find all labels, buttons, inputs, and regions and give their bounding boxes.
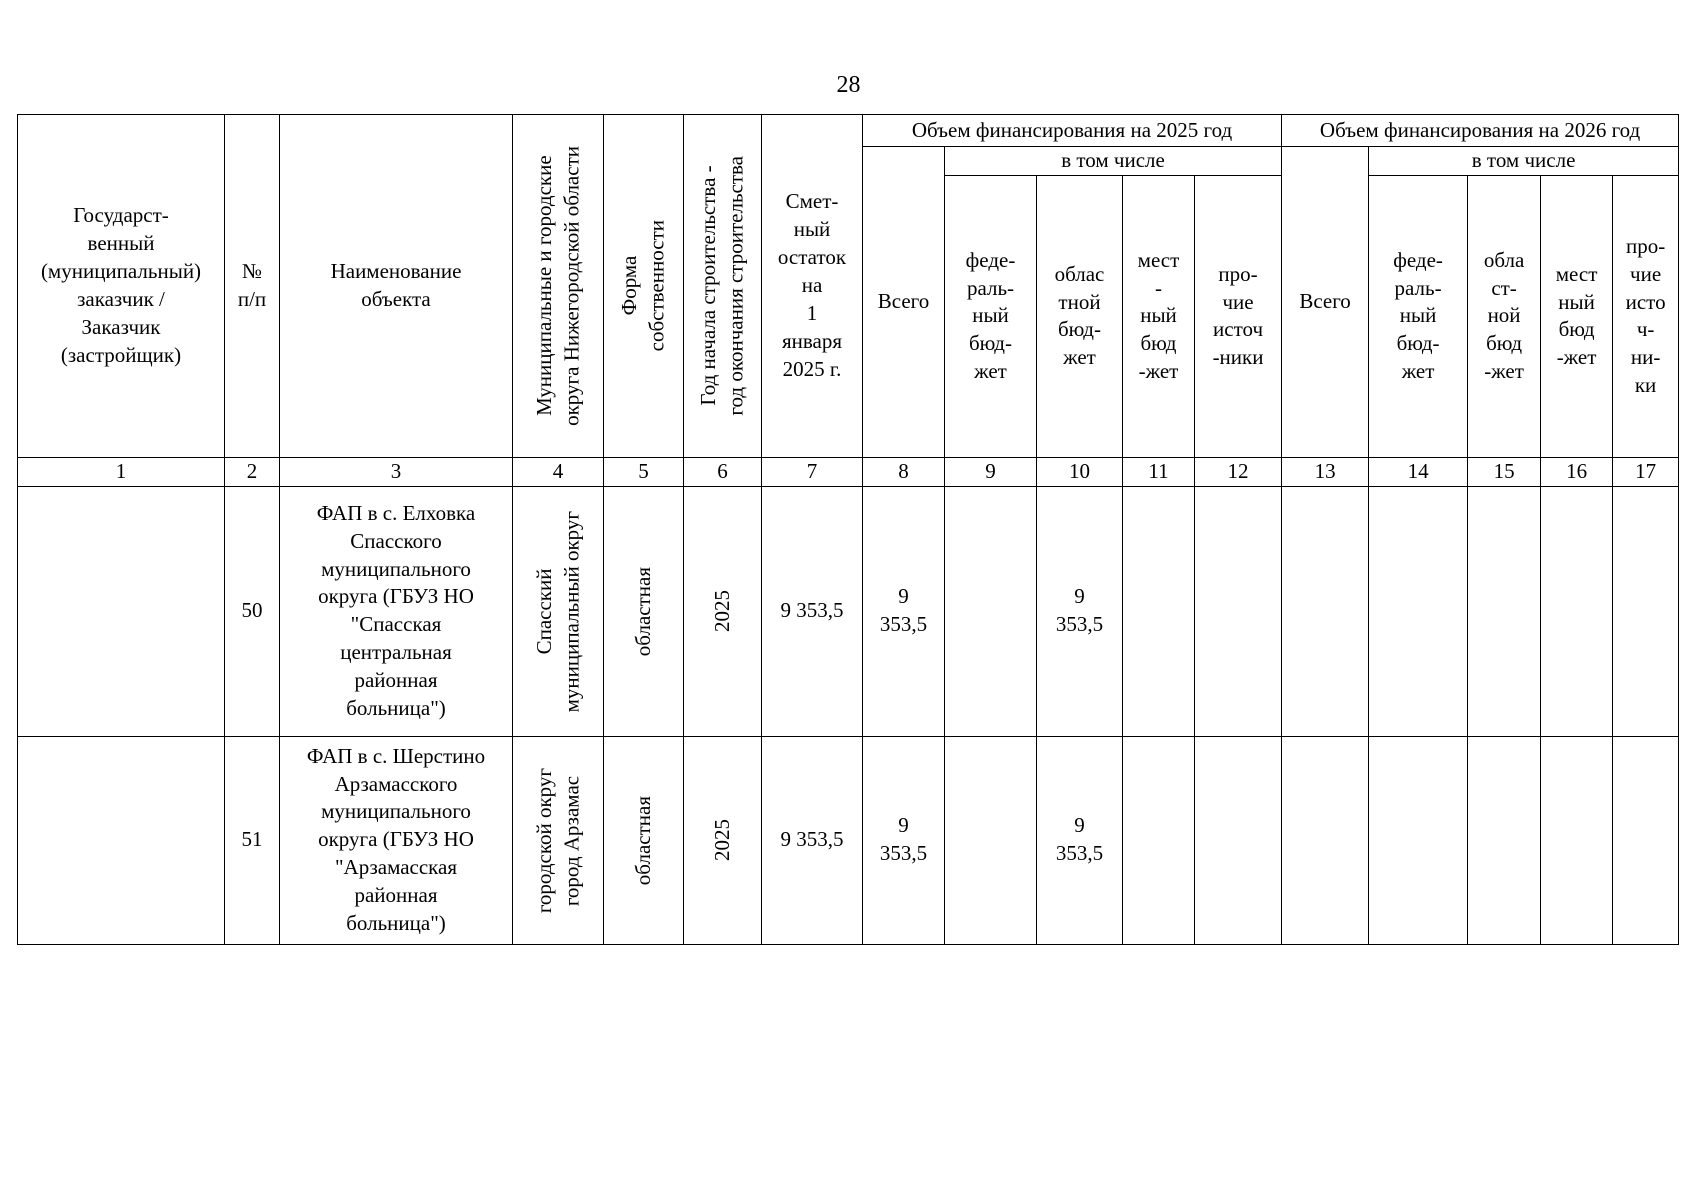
row-local-2026 xyxy=(1541,736,1613,944)
column-number: 12 xyxy=(1195,457,1282,486)
header-ownership-text: Форма собственности xyxy=(617,220,669,352)
header-regional-2026: обла ст- ной бюд -жет xyxy=(1468,175,1541,457)
row-total-2025: 9 353,5 xyxy=(863,486,945,736)
header-ownership xyxy=(604,115,684,458)
column-number: 10 xyxy=(1037,457,1123,486)
header-local-2025: мест - ный бюд -жет xyxy=(1123,175,1195,457)
row-other-2026 xyxy=(1613,486,1679,736)
column-number: 8 xyxy=(863,457,945,486)
header-customer: Государст- венный (муниципальный) заказчик / Заказчик (застройщик) xyxy=(18,115,225,458)
row-num: 51 xyxy=(225,736,280,944)
column-number: 13 xyxy=(1282,457,1369,486)
column-number: 2 xyxy=(225,457,280,486)
header-name: Наименование объекта xyxy=(280,115,513,458)
header-regional-2025: облас тной бюд- жет xyxy=(1037,175,1123,457)
row-ownership xyxy=(604,736,684,944)
row-regional-2026 xyxy=(1468,736,1541,944)
row-regional-2026 xyxy=(1468,486,1541,736)
row-ownership xyxy=(604,486,684,736)
row-other-2025 xyxy=(1195,486,1282,736)
row-local-2025 xyxy=(1123,736,1195,944)
row-federal-2025 xyxy=(945,736,1037,944)
header-federal-2026: феде- раль- ный бюд- жет xyxy=(1369,175,1468,457)
row-other-2026 xyxy=(1613,736,1679,944)
row-num: 50 xyxy=(225,486,280,736)
header-other-2026: про- чие исто ч- ни- ки xyxy=(1613,175,1679,457)
column-number: 11 xyxy=(1123,457,1195,486)
header-num: № п/п xyxy=(225,115,280,458)
row-ownership-text: областная xyxy=(630,795,655,885)
row-district xyxy=(513,486,604,736)
row-ownership-text: областная xyxy=(630,566,655,656)
column-number: 5 xyxy=(604,457,684,486)
row-years xyxy=(684,486,762,736)
row-estimate: 9 353,5 xyxy=(762,736,863,944)
column-number: 3 xyxy=(280,457,513,486)
row-total-2025: 9 353,5 xyxy=(863,736,945,944)
column-number: 1 xyxy=(18,457,225,486)
row-regional-2025: 9 353,5 xyxy=(1037,486,1123,736)
header-federal-2025: феде- раль- ный бюд- жет xyxy=(945,175,1037,457)
column-number: 15 xyxy=(1468,457,1541,486)
row-years-text: 2025 xyxy=(709,819,734,862)
page-number: 28 xyxy=(836,72,861,98)
row-total-2026 xyxy=(1282,486,1369,736)
header-including-2026: в том числе xyxy=(1369,147,1679,176)
column-number: 9 xyxy=(945,457,1037,486)
header-including-2025: в том числе xyxy=(945,147,1282,176)
row-customer xyxy=(18,486,225,736)
column-number: 6 xyxy=(684,457,762,486)
header-years-text: Год начала строительства - год окончания строительства xyxy=(696,156,748,416)
construction-objects-table xyxy=(17,114,1679,945)
row-years xyxy=(684,736,762,944)
header-total-2026: Всего xyxy=(1282,147,1369,458)
column-numbers-row xyxy=(18,457,1679,486)
row-years-text: 2025 xyxy=(709,590,734,633)
row-federal-2026 xyxy=(1369,486,1468,736)
table-row xyxy=(18,486,1679,736)
row-total-2026 xyxy=(1282,736,1369,944)
row-estimate: 9 353,5 xyxy=(762,486,863,736)
header-years xyxy=(684,115,762,458)
header-district xyxy=(513,115,604,458)
row-federal-2026 xyxy=(1369,736,1468,944)
header-total-2025: Всего xyxy=(863,147,945,458)
header-row-1 xyxy=(18,115,1679,147)
header-fin-2025: Объем финансирования на 2025 год xyxy=(863,115,1282,147)
row-other-2025 xyxy=(1195,736,1282,944)
column-number: 17 xyxy=(1613,457,1679,486)
header-estimate: Смет- ный остаток на 1 января 2025 г. xyxy=(762,115,863,458)
row-customer xyxy=(18,736,225,944)
row-local-2026 xyxy=(1541,486,1613,736)
header-local-2026: мест ный бюд -жет xyxy=(1541,175,1613,457)
column-number: 7 xyxy=(762,457,863,486)
row-regional-2025: 9 353,5 xyxy=(1037,736,1123,944)
table-row xyxy=(18,736,1679,944)
column-number: 4 xyxy=(513,457,604,486)
row-object-name: ФАП в с. Елховка Спасского муниципального округа (ГБУЗ НО "Спасская центральная районная больница") xyxy=(280,486,513,736)
header-other-2025: про- чие источ -ники xyxy=(1195,175,1282,457)
column-number: 14 xyxy=(1369,457,1468,486)
row-object-name: ФАП в с. Шерстино Арзамасского муниципального округа (ГБУЗ НО "Арзамасская районная больница") xyxy=(280,736,513,944)
row-district-text: Спасский муниципальный округ xyxy=(531,510,583,713)
row-district xyxy=(513,736,604,944)
row-federal-2025 xyxy=(945,486,1037,736)
header-district-text: Муниципальные и городские округа Нижегородской области xyxy=(531,146,583,426)
row-district-text: городской округ город Арзамас xyxy=(531,767,583,913)
row-local-2025 xyxy=(1123,486,1195,736)
header-fin-2026: Объем финансирования на 2026 год xyxy=(1282,115,1679,147)
column-number: 16 xyxy=(1541,457,1613,486)
